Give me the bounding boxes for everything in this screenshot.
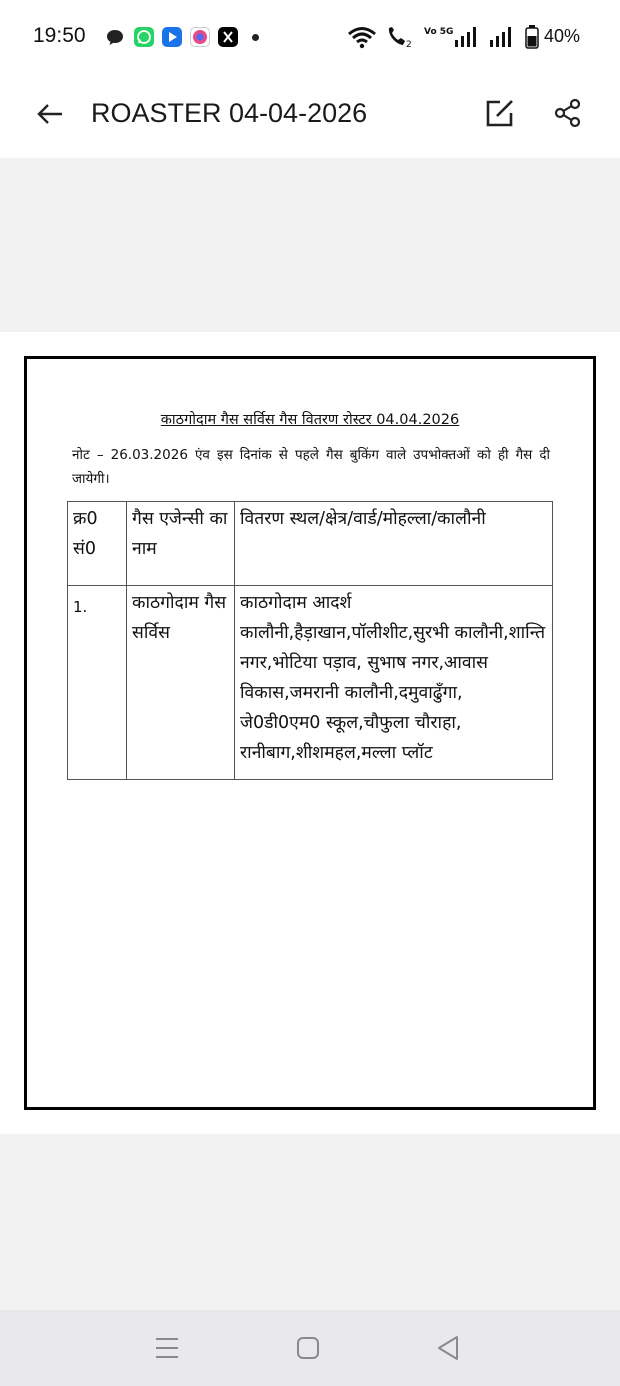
row-agency: काठगोदाम गैस सर्विस [127, 586, 235, 780]
page-title: ROASTER 04-04-2026 [91, 98, 368, 128]
share-icon[interactable] [553, 98, 583, 132]
document-note: नोट – 26.03.2026 एंव इस दिनांक से पहले गैस बुकिंग वाले उपभोक्तओं को ही गैस दी जायेगी। [72, 447, 550, 487]
document-image[interactable] [0, 332, 620, 1134]
dot-icon [252, 34, 259, 41]
image-bottom-margin [0, 1134, 620, 1310]
image-top-margin [0, 158, 620, 332]
signal-icon [454, 26, 480, 52]
app-icon [190, 27, 210, 47]
wifi-call-icon [385, 25, 415, 53]
edit-icon[interactable] [484, 97, 516, 133]
battery-percent: 40% [544, 26, 581, 46]
navigation-bar [0, 1310, 620, 1386]
header-serial: क्र0 सं0 [68, 502, 127, 586]
battery-icon [525, 25, 539, 53]
document-title: काठगोदाम गैस सर्विस गैस वितरण रोस्टर 04.04.2026 [160, 412, 460, 428]
header-areas: वितरण स्थल/क्षेत्र/वार्ड/मोहल्ला/कालौनी [235, 502, 553, 586]
status-time: 19:50 [33, 24, 86, 47]
row-areas: काठगोदाम आदर्श कालौनी,हैड़ाखान,पॉलीशीट,सुरभी कालौनी,शान्ति नगर,भोटिया पड़ाव, सुभाष नगर,आवास विकास,जमरानी कालौनी,दमुवाढुँगा, जे0डी0एम0 स्कूल,चौफुला चौराहा, रानीबाग,शीशमहल,मल्ला प्लॉट [235, 586, 553, 780]
app-bar [0, 74, 620, 158]
whatsapp-icon [134, 27, 154, 47]
back-icon[interactable] [436, 1335, 460, 1365]
home-icon[interactable] [296, 1336, 320, 1364]
svg-text:2: 2 [406, 40, 412, 49]
table-header-row [68, 502, 553, 586]
recent-apps-icon[interactable] [155, 1336, 179, 1364]
wifi-icon [347, 25, 377, 53]
back-arrow-icon[interactable] [36, 102, 64, 130]
table-row [68, 586, 553, 780]
signal-icon-2 [489, 26, 515, 52]
status-bar [0, 0, 620, 74]
header-agency: गैस एजेन्सी का नाम [127, 502, 235, 586]
document-frame [24, 356, 596, 1110]
roster-table [67, 501, 553, 780]
x-icon [218, 27, 238, 47]
volte-icon: Vo 5G [424, 27, 454, 37]
play-icon [162, 27, 182, 47]
chat-bubble-icon [106, 29, 124, 50]
row-serial: 1. [68, 586, 127, 780]
